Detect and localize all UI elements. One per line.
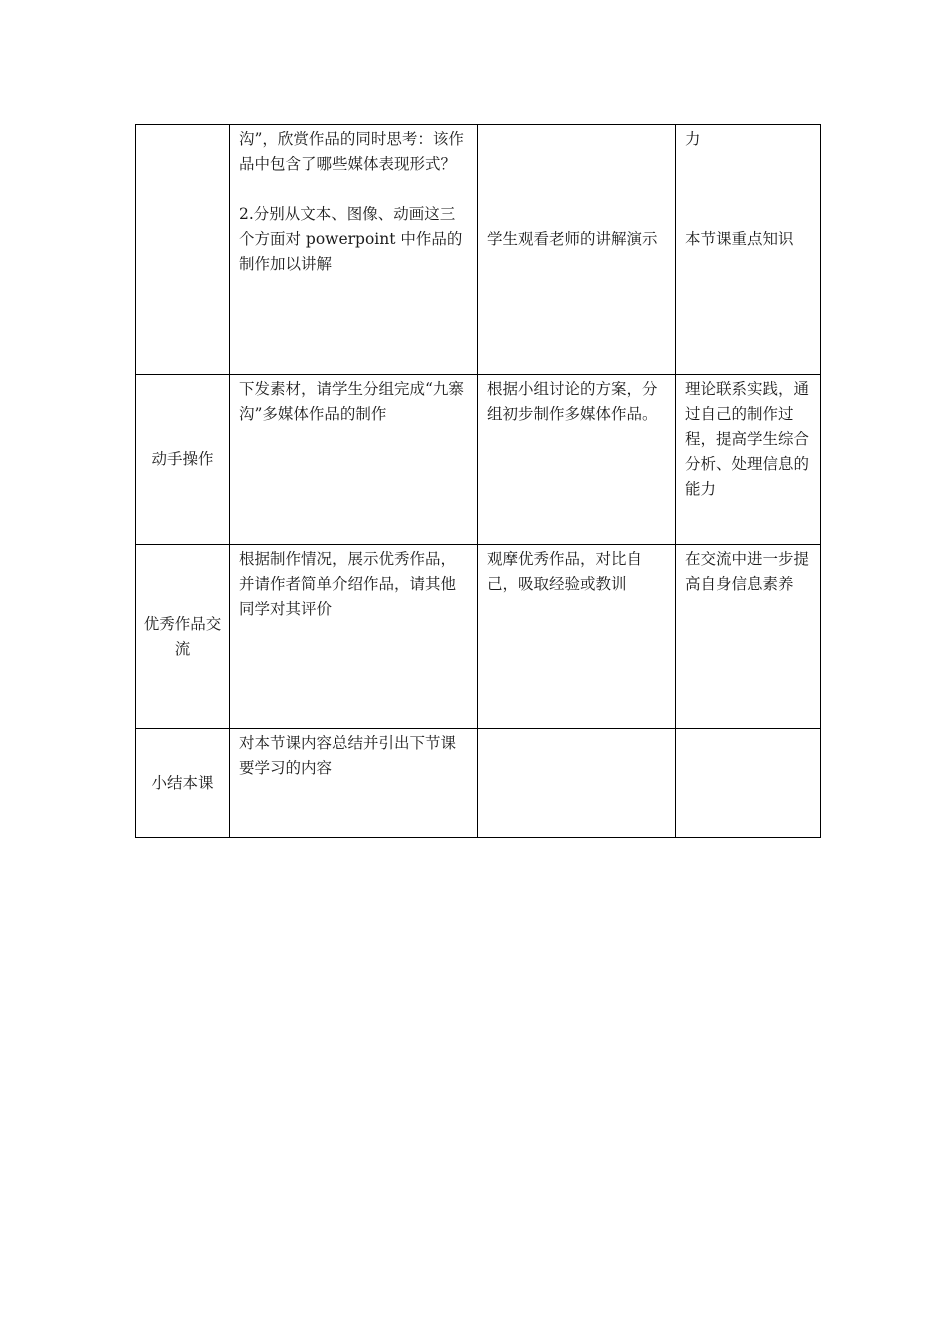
student-activity-cell: 观摩优秀作品，对比自己，吸取经验或教训 — [478, 545, 676, 729]
lesson-plan-table — [135, 124, 821, 838]
design-intent-cell — [676, 729, 821, 838]
design-intent-cell: 理论联系实践，通过自己的制作过程，提高学生综合分析、处理信息的能力 — [676, 375, 821, 545]
student-activity-cell: 根据小组讨论的方案，分组初步制作多媒体作品。 — [478, 375, 676, 545]
student-activity-text: 学生观看老师的讲解演示 — [487, 230, 658, 248]
table-row — [136, 125, 821, 375]
stage-cell: 小结本课 — [136, 729, 230, 838]
design-intent-cell — [676, 125, 821, 375]
design-intent-text: 力 — [685, 130, 701, 148]
teacher-activity-text: 沟”，欣赏作品的同时思考：该作品中包含了哪些媒体表现形式？ — [239, 130, 464, 173]
teacher-activity-cell: 对本节课内容总结并引出下节课要学习的内容 — [230, 729, 478, 838]
table-row — [136, 545, 821, 729]
design-intent-cell: 在交流中进一步提高自身信息素养 — [676, 545, 821, 729]
student-activity-cell — [478, 125, 676, 375]
teacher-activity-cell: 下发素材，请学生分组完成“九寨沟”多媒体作品的制作 — [230, 375, 478, 545]
design-intent-text: 本节课重点知识 — [685, 230, 794, 248]
stage-cell: 优秀作品交流 — [136, 545, 230, 729]
stage-cell — [136, 125, 230, 375]
teacher-activity-cell — [230, 125, 478, 375]
student-activity-cell — [478, 729, 676, 838]
stage-cell: 动手操作 — [136, 375, 230, 545]
teacher-activity-cell: 根据制作情况，展示优秀作品，并请作者简单介绍作品，请其他同学对其评价 — [230, 545, 478, 729]
teacher-activity-text: 2.分别从文本、图像、动画这三个方面对 powerpoint 中作品的制作加以讲解 — [239, 205, 463, 273]
table-row — [136, 375, 821, 545]
table-row — [136, 729, 821, 838]
